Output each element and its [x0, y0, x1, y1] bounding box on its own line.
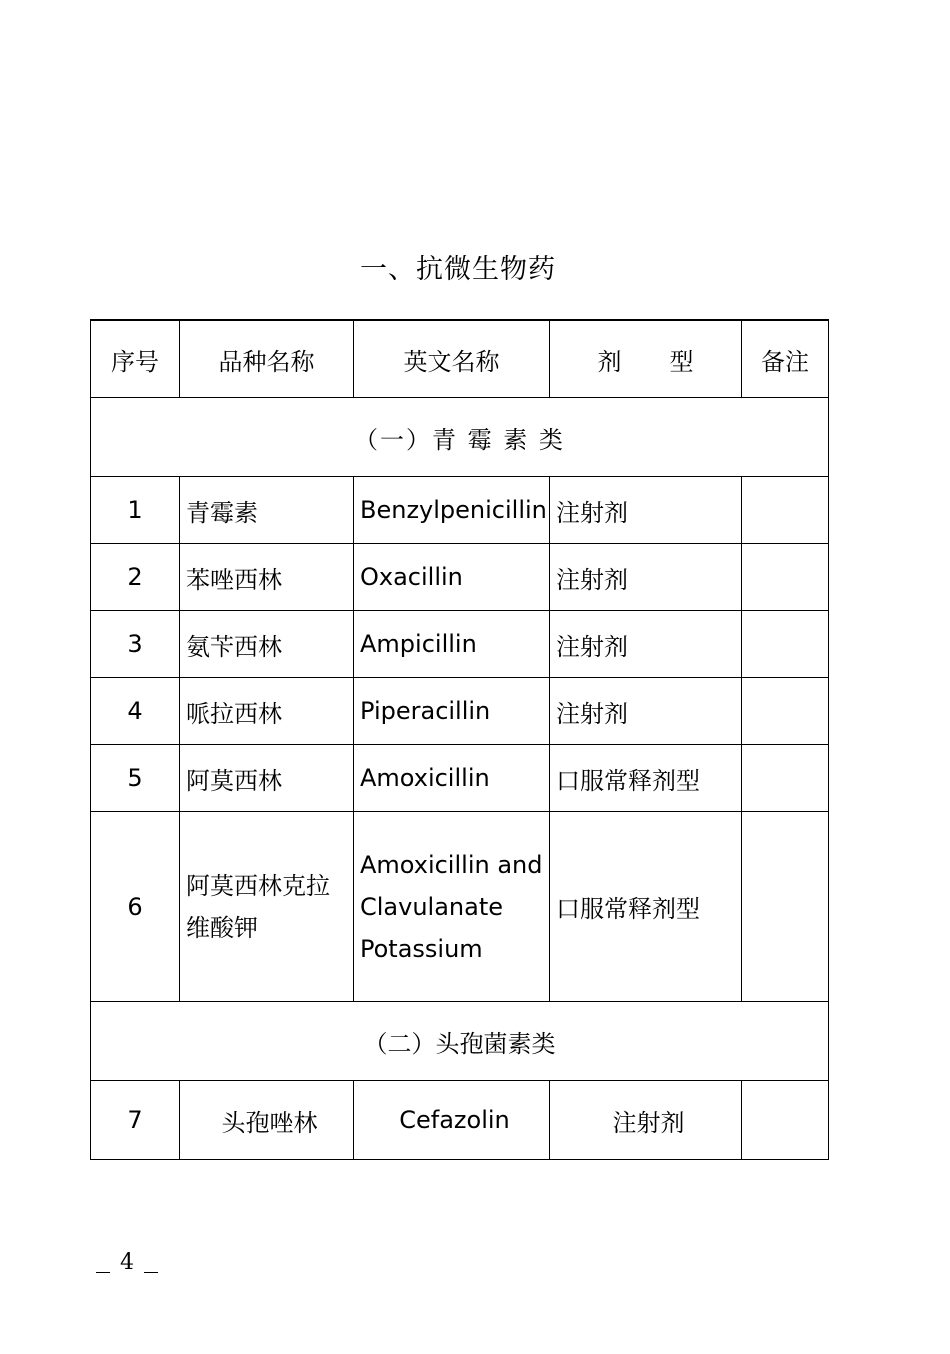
cell-no: 1 — [91, 477, 180, 544]
table-row — [91, 812, 829, 1002]
cell-form: 注射剂 — [550, 678, 742, 745]
cell-form: 注射剂 — [550, 1081, 742, 1160]
header-note: 备注 — [742, 320, 829, 398]
section-label: （一）青 霉 素 类 — [91, 398, 829, 477]
footer-dash-left — [96, 1272, 110, 1273]
cell-note — [742, 1081, 829, 1160]
cell-english: Amoxicillin — [354, 745, 550, 812]
header-form: 剂 型 — [550, 320, 742, 398]
table-row — [91, 678, 829, 745]
cell-note — [742, 812, 829, 1002]
cell-note — [742, 544, 829, 611]
cell-name: 阿莫西林 — [180, 745, 354, 812]
cell-form: 注射剂 — [550, 477, 742, 544]
cell-name: 青霉素 — [180, 477, 354, 544]
cell-note — [742, 477, 829, 544]
table-row — [91, 745, 829, 812]
cell-no: 6 — [91, 812, 180, 1002]
page-number: 4 — [120, 1250, 134, 1275]
cell-no: 3 — [91, 611, 180, 678]
header-name: 品种名称 — [180, 320, 354, 398]
cell-name: 头孢唑林 — [180, 1081, 354, 1160]
table-row — [91, 1081, 829, 1160]
cell-name: 氨苄西林 — [180, 611, 354, 678]
cell-note — [742, 745, 829, 812]
table-row — [91, 611, 829, 678]
cell-no: 4 — [91, 678, 180, 745]
cell-english: Piperacillin — [354, 678, 550, 745]
cell-name: 哌拉西林 — [180, 678, 354, 745]
drug-table — [90, 319, 829, 1160]
cell-note — [742, 611, 829, 678]
cell-english: Oxacillin — [354, 544, 550, 611]
cell-no: 5 — [91, 745, 180, 812]
section-label: （二）头孢菌素类 — [91, 1002, 829, 1081]
section-row — [91, 1002, 829, 1081]
header-no: 序号 — [91, 320, 180, 398]
cell-name: 阿莫西林克拉维酸钾 — [180, 812, 354, 1002]
cell-note — [742, 678, 829, 745]
cell-form: 注射剂 — [550, 544, 742, 611]
page-footer — [86, 1250, 168, 1275]
table-row — [91, 477, 829, 544]
table-row — [91, 544, 829, 611]
page-title: 一、抗微生物药 — [360, 254, 556, 285]
cell-english: Amoxicillin and Clavulanate Potassium — [354, 812, 550, 1002]
table-header-row — [91, 320, 829, 398]
section-row — [91, 398, 829, 477]
header-english: 英文名称 — [354, 320, 550, 398]
cell-no: 2 — [91, 544, 180, 611]
cell-english: Ampicillin — [354, 611, 550, 678]
cell-form: 口服常释剂型 — [550, 745, 742, 812]
cell-form: 口服常释剂型 — [550, 812, 742, 1002]
footer-dash-right — [144, 1272, 158, 1273]
cell-english: Cefazolin — [354, 1081, 550, 1160]
cell-form: 注射剂 — [550, 611, 742, 678]
cell-name: 苯唑西林 — [180, 544, 354, 611]
cell-english: Benzylpenicillin — [354, 477, 550, 544]
cell-no: 7 — [91, 1081, 180, 1160]
